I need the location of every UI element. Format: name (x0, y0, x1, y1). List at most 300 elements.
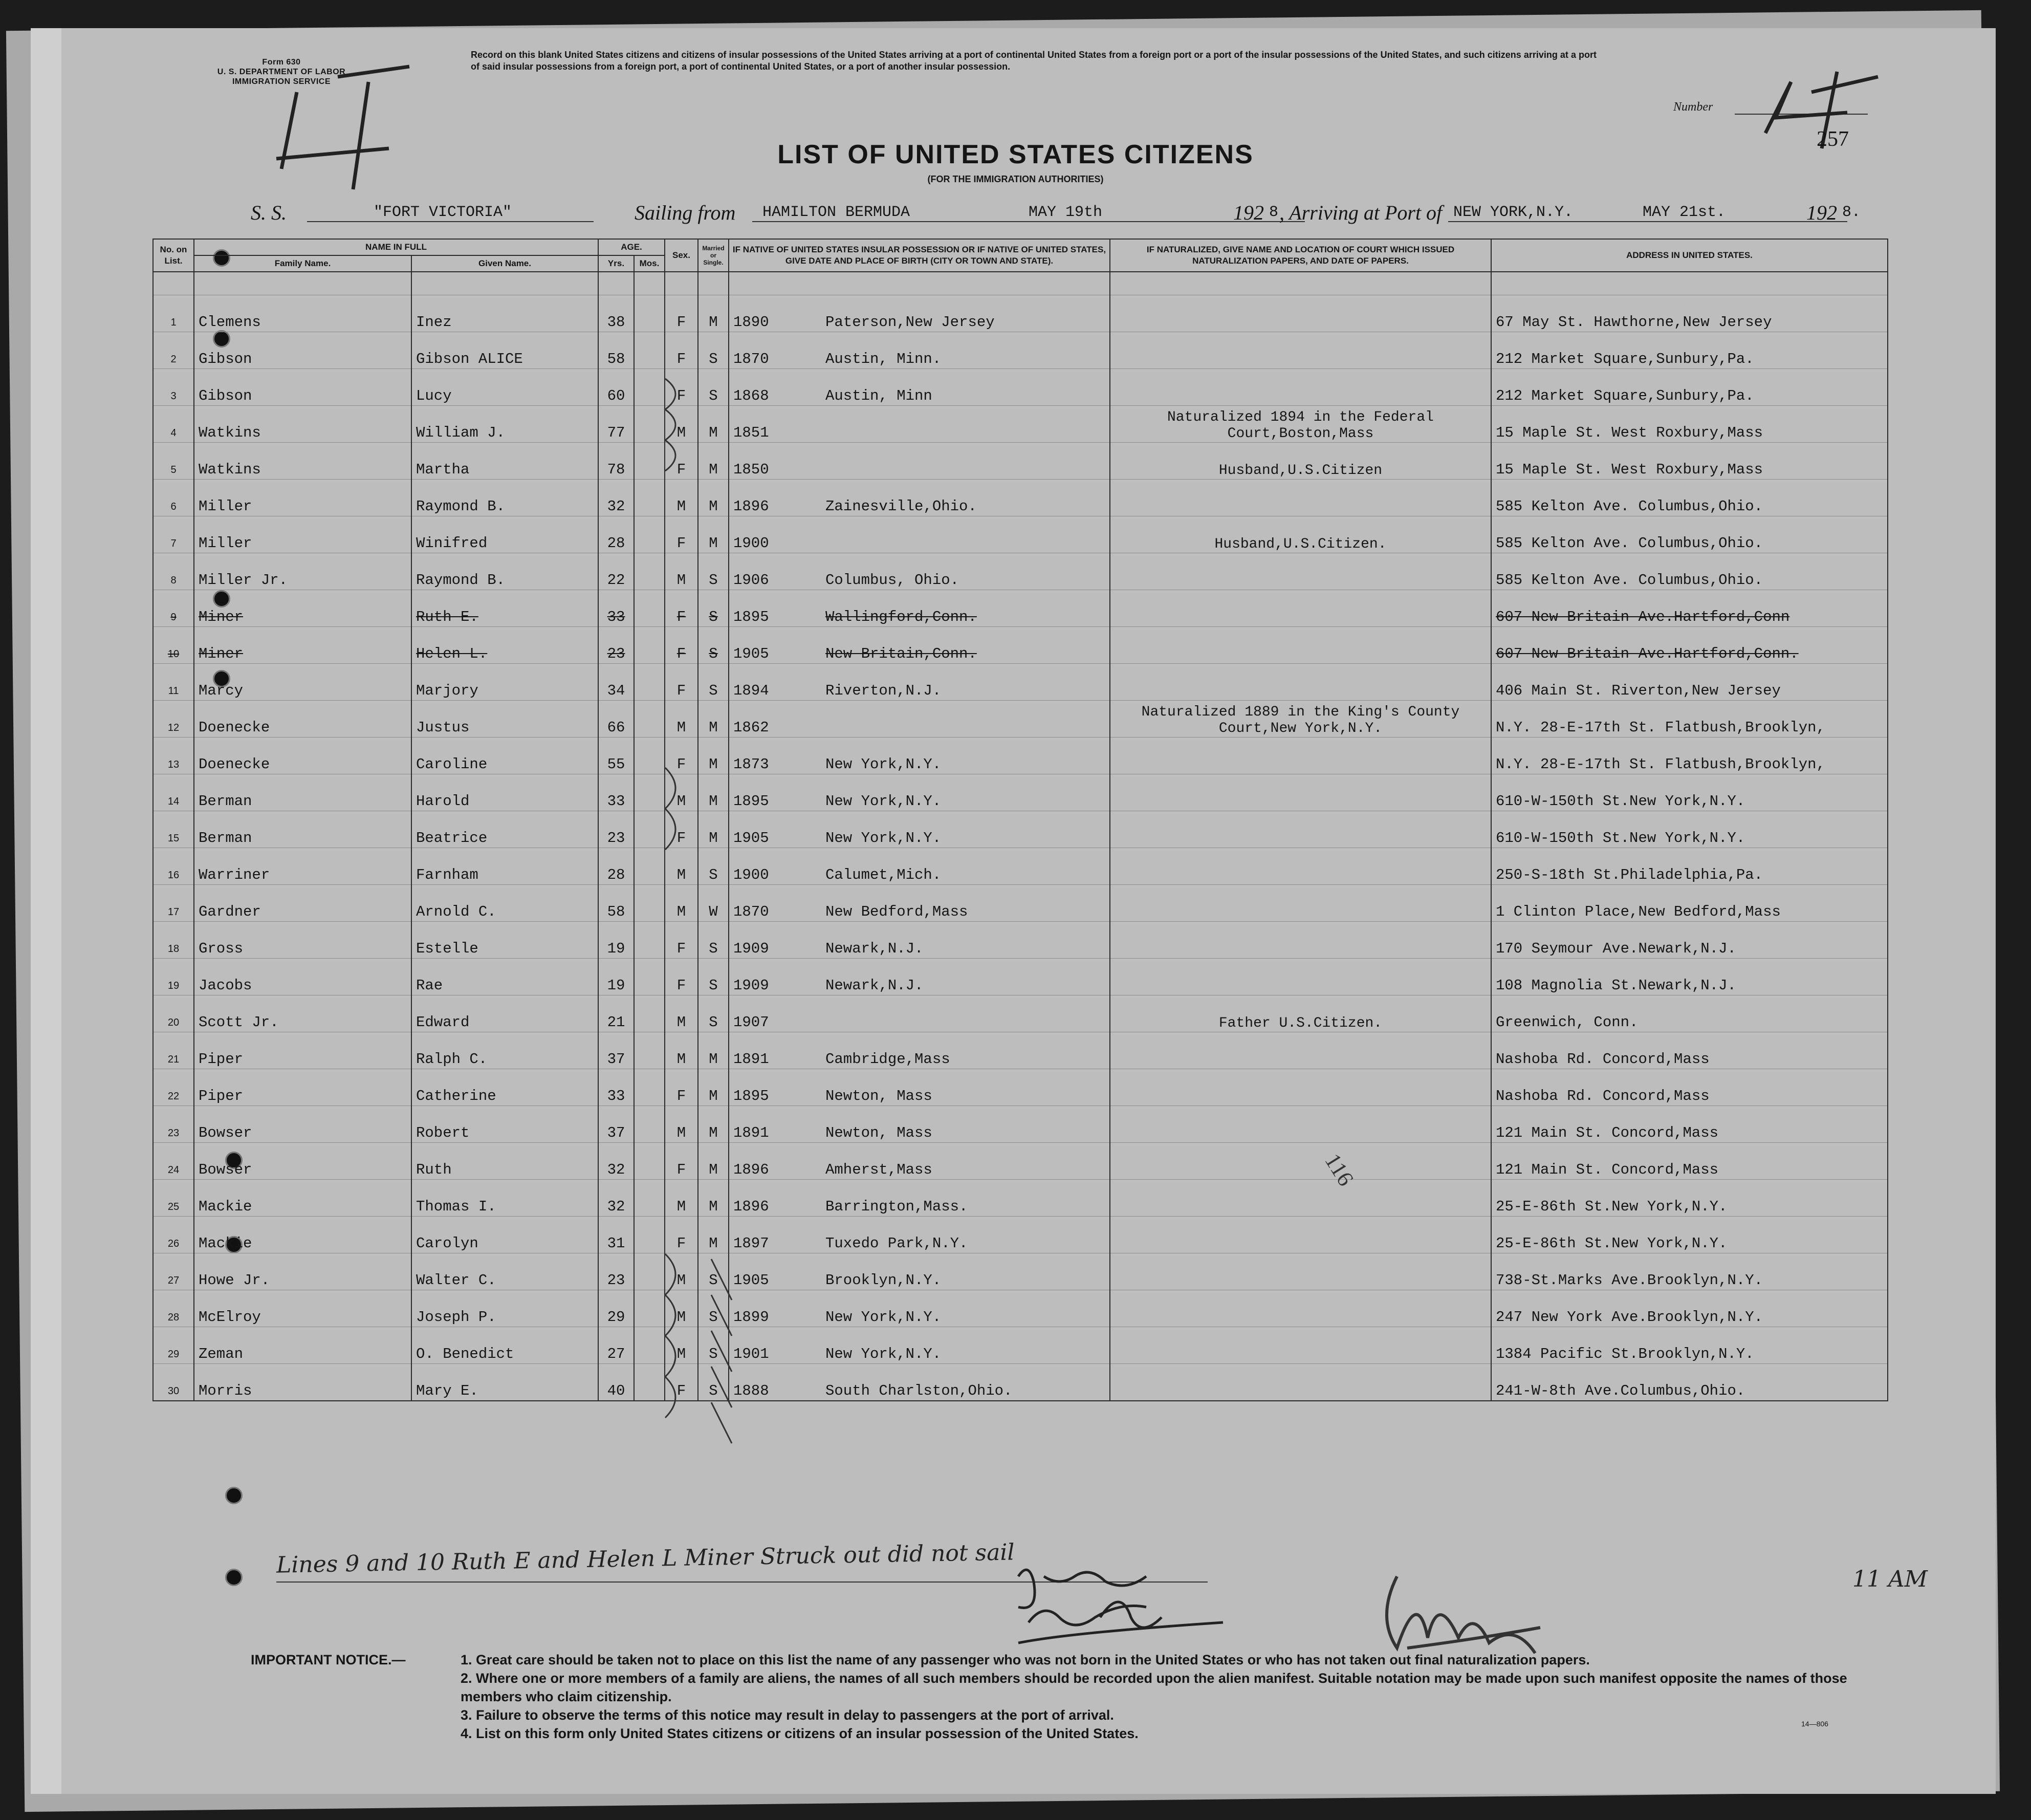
sex-cell: M (665, 885, 698, 922)
age-years-cell: 32 (598, 1143, 634, 1180)
naturalization-cell (1110, 922, 1491, 959)
age-years-cell: 19 (598, 922, 634, 959)
birth-cell (729, 701, 1110, 738)
sex-cell: M (665, 553, 698, 590)
naturalization-cell (1110, 295, 1491, 332)
birth-year: 1890 (733, 314, 769, 331)
family-name-cell: Bowser (194, 1143, 411, 1180)
stamp-number: 116 (1320, 1149, 1359, 1190)
row-number: 1 (153, 295, 194, 332)
birth-cell (729, 774, 1110, 811)
birth-place: New York,N.Y. (825, 830, 942, 847)
sex-cell: F (665, 443, 698, 480)
birth-cell (729, 480, 1110, 516)
birth-cell (729, 995, 1110, 1032)
naturalization-cell: Husband,U.S.Citizen (1110, 443, 1491, 480)
address-cell: 15 Maple St. West Roxbury,Mass (1491, 406, 1888, 443)
marital-status-cell: M (698, 1180, 729, 1217)
family-name-cell: Doenecke (194, 701, 411, 738)
birth-year: 1900 (733, 535, 769, 552)
family-name-cell: Miller (194, 516, 411, 553)
naturalization-cell (1110, 1253, 1491, 1290)
marital-status-cell: M (698, 443, 729, 480)
table-row (153, 811, 1888, 848)
sex-cell: M (665, 701, 698, 738)
punch-hole (225, 1569, 243, 1586)
handwritten-note: Lines 9 and 10 Ruth E and Helen L Miner Struck out did not sail (276, 1539, 1015, 1578)
table-row (153, 885, 1888, 922)
table-row (153, 738, 1888, 774)
row-number: 27 (153, 1253, 194, 1290)
col-header-naturalized: IF NATURALIZED, GIVE NAME AND LOCATION OF COURT WHICH ISSUED NATURALIZATION PAPERS, AND DATE OF PAPERS. (1110, 239, 1491, 272)
sex-cell: M (665, 406, 698, 443)
birth-year: 1891 (733, 1124, 769, 1141)
passenger-table-wrap (152, 239, 1887, 1401)
row-number: 4 (153, 406, 194, 443)
birth-year: 1851 (733, 424, 769, 441)
sex-cell: F (665, 295, 698, 332)
birth-year: 1900 (733, 866, 769, 883)
family-name-cell: Marcy (194, 664, 411, 701)
table-row (153, 590, 1888, 627)
naturalization-cell: Husband,U.S.Citizen. (1110, 516, 1491, 553)
naturalization-cell (1110, 1069, 1491, 1106)
naturalization-cell (1110, 811, 1491, 848)
birth-year: 1909 (733, 977, 769, 994)
address-cell: 1 Clinton Place,New Bedford,Mass (1491, 885, 1888, 922)
address-cell: 15 Maple St. West Roxbury,Mass (1491, 443, 1888, 480)
sex-cell: F (665, 332, 698, 369)
table-row (153, 443, 1888, 480)
row-number: 8 (153, 553, 194, 590)
inspector-signatures (998, 1556, 1550, 1658)
sex-cell: M (665, 774, 698, 811)
given-name-cell: William J. (411, 406, 598, 443)
address-cell: 121 Main St. Concord,Mass (1491, 1106, 1888, 1143)
table-row (153, 959, 1888, 995)
row-number: 7 (153, 516, 194, 553)
birth-year: 1901 (733, 1346, 769, 1362)
age-years-cell: 66 (598, 701, 634, 738)
row-number: 28 (153, 1290, 194, 1327)
row-number: 20 (153, 995, 194, 1032)
sex-cell: M (665, 1253, 698, 1290)
birth-cell (729, 848, 1110, 885)
naturalization-cell (1110, 774, 1491, 811)
sailing-date: MAY 19th (1029, 204, 1103, 221)
row-number: 26 (153, 1217, 194, 1253)
given-name-cell: Harold (411, 774, 598, 811)
row-number: 11 (153, 664, 194, 701)
table-row (153, 848, 1888, 885)
notice-item: 2. Where one or more members of a family are aliens, the names of all such members should be recorded upon the alien manifest. Suitable notation may be made upon such manifest opposite the names of those members who claim citizenship. (461, 1671, 1847, 1704)
birth-year: 1895 (733, 609, 769, 625)
family-name-cell: Scott Jr. (194, 995, 411, 1032)
notice-item: 4. List on this form only United States citizens or citizens of an insular possession of the United States. (461, 1726, 1139, 1741)
table-row (153, 664, 1888, 701)
table-row (153, 553, 1888, 590)
age-years-cell: 78 (598, 443, 634, 480)
birth-cell (729, 295, 1110, 332)
marital-status-cell: M (698, 1217, 729, 1253)
birth-cell (729, 1290, 1110, 1327)
age-years-cell: 33 (598, 1069, 634, 1106)
family-name-cell: Piper (194, 1032, 411, 1069)
sailing-from-label: Sailing from (635, 201, 736, 224)
age-years-cell: 33 (598, 774, 634, 811)
birth-year: 1896 (733, 1198, 769, 1215)
arriving-label: , Arriving at Port of (1279, 201, 1443, 224)
birth-cell (729, 1364, 1110, 1401)
birth-year: 1873 (733, 756, 769, 773)
birth-year: 1862 (733, 719, 769, 736)
address-cell: 585 Kelton Ave. Columbus,Ohio. (1491, 553, 1888, 590)
table-row (153, 701, 1888, 738)
sailing-year-prefix: 192 (1233, 201, 1264, 224)
table-row (153, 332, 1888, 369)
birth-cell (729, 1253, 1110, 1290)
row-number: 2 (153, 332, 194, 369)
corner-time-mark: 11 AM (1852, 1566, 1928, 1592)
family-name-cell: Piper (194, 1069, 411, 1106)
address-cell: 610-W-150th St.New York,N.Y. (1491, 811, 1888, 848)
arriving-line (1448, 221, 1847, 222)
sailing-year-suffix: 8 (1269, 204, 1279, 221)
birth-place: Newton, Mass (825, 1124, 932, 1141)
marital-status-cell: M (698, 406, 729, 443)
notice-heading: IMPORTANT NOTICE.— (251, 1652, 406, 1667)
birth-cell (729, 1180, 1110, 1217)
sex-cell: F (665, 590, 698, 627)
birth-cell (729, 1069, 1110, 1106)
birth-cell (729, 369, 1110, 406)
marital-status-cell: S (698, 369, 729, 406)
table-row (153, 922, 1888, 959)
row-number: 14 (153, 774, 194, 811)
row-number: 21 (153, 1032, 194, 1069)
address-cell: 585 Kelton Ave. Columbus,Ohio. (1491, 516, 1888, 553)
birth-year: 1909 (733, 940, 769, 957)
given-name-cell: Ralph C. (411, 1032, 598, 1069)
row-number: 29 (153, 1327, 194, 1364)
family-name-cell: Watkins (194, 406, 411, 443)
row-number: 22 (153, 1069, 194, 1106)
address-cell: 121 Main St. Concord,Mass (1491, 1143, 1888, 1180)
table-row (153, 480, 1888, 516)
given-name-cell: Martha (411, 443, 598, 480)
marital-status-cell: M (698, 295, 729, 332)
sex-cell: F (665, 516, 698, 553)
birth-place: Barrington,Mass. (825, 1198, 968, 1215)
marital-status-cell: S (698, 922, 729, 959)
marital-status-cell: S (698, 627, 729, 664)
family-name-cell: Morris (194, 1364, 411, 1401)
naturalization-cell (1110, 959, 1491, 995)
age-years-cell: 60 (598, 369, 634, 406)
form-code: 14—806 (1801, 1720, 1828, 1728)
table-row (153, 1106, 1888, 1143)
family-name-cell: Berman (194, 811, 411, 848)
birth-year: 1905 (733, 830, 769, 847)
sex-cell: F (665, 922, 698, 959)
age-years-cell: 31 (598, 1217, 634, 1253)
birth-cell (729, 406, 1110, 443)
marital-status-cell: S (698, 1327, 729, 1364)
row-number: 5 (153, 443, 194, 480)
notice-item: 1. Great care should be taken not to place on this list the name of any passenger who was not born in the United States or who has not taken out final naturalization papers. (461, 1652, 1590, 1667)
given-name-cell: O. Benedict (411, 1327, 598, 1364)
naturalization-cell (1110, 1364, 1491, 1401)
birth-place: New York,N.Y. (825, 1346, 942, 1362)
birth-year: 1906 (733, 572, 769, 589)
family-name-cell: Mackie (194, 1217, 411, 1253)
birth-cell (729, 959, 1110, 995)
birth-place: New York,N.Y. (825, 1309, 942, 1326)
birth-year: 1868 (733, 387, 769, 404)
family-name-cell: Gross (194, 922, 411, 959)
family-name-cell: Zeman (194, 1327, 411, 1364)
table-row (153, 1364, 1888, 1401)
sex-cell: M (665, 848, 698, 885)
marital-status-cell: S (698, 553, 729, 590)
age-years-cell: 37 (598, 1106, 634, 1143)
family-name-cell: Berman (194, 774, 411, 811)
given-name-cell: Thomas I. (411, 1180, 598, 1217)
table-row (153, 627, 1888, 664)
table-row (153, 1069, 1888, 1106)
given-name-cell: Walter C. (411, 1253, 598, 1290)
birth-year: 1907 (733, 1014, 769, 1031)
naturalization-cell (1110, 627, 1491, 664)
sex-cell: F (665, 811, 698, 848)
naturalization-cell (1110, 1290, 1491, 1327)
sex-cell: F (665, 1217, 698, 1253)
birth-place: Tuxedo Park,N.Y. (825, 1235, 968, 1252)
ship-line (307, 221, 594, 222)
birth-year: 1894 (733, 682, 769, 699)
marital-status-cell: S (698, 1364, 729, 1401)
address-cell: Greenwich, Conn. (1491, 995, 1888, 1032)
age-years-cell: 40 (598, 1364, 634, 1401)
address-cell: 25-E-86th St.New York,N.Y. (1491, 1217, 1888, 1253)
row-number: 30 (153, 1364, 194, 1401)
birth-place: Newark,N.J. (825, 977, 924, 994)
marital-status-cell: S (698, 590, 729, 627)
given-name-cell: Robert (411, 1106, 598, 1143)
family-name-cell: Miner (194, 590, 411, 627)
naturalization-cell: Naturalized 1889 in the King's County Court,New York,N.Y. (1110, 701, 1491, 738)
col-header-family-name: Family Name. (194, 255, 411, 272)
age-years-cell: 28 (598, 516, 634, 553)
family-name-cell: Watkins (194, 443, 411, 480)
address-cell: 607 New Britain Ave.Hartford,Conn (1491, 590, 1888, 627)
table-row (153, 295, 1888, 332)
address-cell: 585 Kelton Ave. Columbus,Ohio. (1491, 480, 1888, 516)
address-cell: 170 Seymour Ave.Newark,N.J. (1491, 922, 1888, 959)
given-name-cell: Catherine (411, 1069, 598, 1106)
notice-item: 3. Failure to observe the terms of this notice may result in delay to passengers at the port of arrival. (461, 1707, 1114, 1723)
birth-place: Austin, Minn (825, 387, 932, 404)
birth-place: Zainesville,Ohio. (825, 498, 977, 515)
naturalization-cell (1110, 1032, 1491, 1069)
birth-place: Paterson,New Jersey (825, 314, 995, 331)
given-name-cell: Ruth (411, 1143, 598, 1180)
row-number: 3 (153, 369, 194, 406)
row-number: 25 (153, 1180, 194, 1217)
birth-cell (729, 664, 1110, 701)
given-name-cell: Helen L. (411, 627, 598, 664)
col-header-name-in-full: NAME IN FULL (194, 239, 598, 255)
age-years-cell: 34 (598, 664, 634, 701)
address-cell: 607 New Britain Ave.Hartford,Conn. (1491, 627, 1888, 664)
marital-status-cell: S (698, 995, 729, 1032)
given-name-cell: Gibson ALICE (411, 332, 598, 369)
birth-year: 1895 (733, 1088, 769, 1104)
table-row (153, 1290, 1888, 1327)
given-name-cell: Raymond B. (411, 553, 598, 590)
family-name-cell: McElroy (194, 1290, 411, 1327)
given-name-cell: Caroline (411, 738, 598, 774)
marital-status-cell: S (698, 1290, 729, 1327)
birth-cell (729, 332, 1110, 369)
arriving-year-prefix: 192 (1806, 201, 1837, 224)
row-number: 12 (153, 701, 194, 738)
sex-cell: M (665, 480, 698, 516)
age-years-cell: 37 (598, 1032, 634, 1069)
family-name-cell: Gardner (194, 885, 411, 922)
address-cell: N.Y. 28-E-17th St. Flatbush,Brooklyn, (1491, 701, 1888, 738)
col-header-address: ADDRESS IN UNITED STATES. (1491, 239, 1888, 272)
row-number: 10 (153, 627, 194, 664)
sex-cell: F (665, 664, 698, 701)
birth-place: Calumet,Mich. (825, 866, 942, 883)
ship-name: "FORT VICTORIA" (374, 204, 512, 221)
birth-place: Austin, Minn. (825, 351, 942, 367)
birth-year: 1870 (733, 351, 769, 367)
address-cell: 610-W-150th St.New York,N.Y. (1491, 774, 1888, 811)
age-years-cell: 33 (598, 590, 634, 627)
address-cell: 241-W-8th Ave.Columbus,Ohio. (1491, 1364, 1888, 1401)
marital-status-cell: S (698, 1253, 729, 1290)
age-years-cell: 58 (598, 332, 634, 369)
notice-list (461, 1651, 1888, 1743)
col-header-yrs: Yrs. (598, 255, 634, 272)
age-years-cell: 32 (598, 480, 634, 516)
table-row (153, 516, 1888, 553)
age-years-cell: 23 (598, 811, 634, 848)
birth-place: Cambridge,Mass (825, 1051, 950, 1068)
address-cell: 1384 Pacific St.Brooklyn,N.Y. (1491, 1327, 1888, 1364)
address-cell: 738-St.Marks Ave.Brooklyn,N.Y. (1491, 1253, 1888, 1290)
birth-place: New Britain,Conn. (825, 645, 977, 662)
age-years-cell: 23 (598, 1253, 634, 1290)
table-row (153, 406, 1888, 443)
marital-status-cell: M (698, 1106, 729, 1143)
given-name-cell: Inez (411, 295, 598, 332)
arriving-port: NEW YORK,N.Y. (1453, 204, 1574, 221)
naturalization-cell (1110, 738, 1491, 774)
given-name-cell: Carolyn (411, 1217, 598, 1253)
address-cell: 212 Market Square,Sunbury,Pa. (1491, 369, 1888, 406)
sex-cell: M (665, 995, 698, 1032)
row-number: 23 (153, 1106, 194, 1143)
address-cell: N.Y. 28-E-17th St. Flatbush,Brooklyn, (1491, 738, 1888, 774)
given-name-cell: Mary E. (411, 1364, 598, 1401)
age-years-cell: 21 (598, 995, 634, 1032)
table-row (153, 774, 1888, 811)
sex-cell: F (665, 959, 698, 995)
marital-status-cell: W (698, 885, 729, 922)
naturalization-cell (1110, 1180, 1491, 1217)
given-name-cell: Rae (411, 959, 598, 995)
sex-cell: F (665, 369, 698, 406)
family-name-cell: Bowser (194, 1106, 411, 1143)
family-name-cell: Clemens (194, 295, 411, 332)
marital-status-cell: M (698, 516, 729, 553)
sex-cell: F (665, 1069, 698, 1106)
family-name-cell: Miller (194, 480, 411, 516)
arriving-date: MAY 21st. (1643, 204, 1726, 221)
age-years-cell: 38 (598, 295, 634, 332)
row-number: 19 (153, 959, 194, 995)
birth-place: Columbus, Ohio. (825, 572, 959, 589)
naturalization-cell (1110, 590, 1491, 627)
naturalization-cell (1110, 1217, 1491, 1253)
family-name-cell: Mackie (194, 1180, 411, 1217)
page-subtitle: (FOR THE IMMIGRATION AUTHORITIES) (927, 174, 1104, 184)
birth-cell (729, 516, 1110, 553)
sex-cell: F (665, 1364, 698, 1401)
naturalization-cell: Father U.S.Citizen. (1110, 995, 1491, 1032)
naturalization-cell (1110, 369, 1491, 406)
age-months-cell (634, 295, 665, 332)
address-cell: 250-S-18th St.Philadelphia,Pa. (1491, 848, 1888, 885)
given-name-cell: Beatrice (411, 811, 598, 848)
age-years-cell: 77 (598, 406, 634, 443)
birth-year: 1870 (733, 903, 769, 920)
marital-status-cell: M (698, 1069, 729, 1106)
given-name-cell: Lucy (411, 369, 598, 406)
table-row (153, 1143, 1888, 1180)
marital-status-cell: S (698, 959, 729, 995)
col-header-no: No. on List. (153, 239, 194, 272)
row-number: 24 (153, 1143, 194, 1180)
birth-year: 1905 (733, 1272, 769, 1289)
sex-cell: M (665, 1180, 698, 1217)
sailing-line (251, 197, 1888, 227)
given-name-cell: Winifred (411, 516, 598, 553)
sex-cell: M (665, 1327, 698, 1364)
birth-cell (729, 553, 1110, 590)
birth-year: 1895 (733, 793, 769, 810)
birth-year: 1905 (733, 645, 769, 662)
naturalization-cell (1110, 1106, 1491, 1143)
marital-status-cell: M (698, 738, 729, 774)
birth-place: Riverton,N.J. (825, 682, 942, 699)
sailing-from-line (752, 221, 1305, 222)
address-cell: 406 Main St. Riverton,New Jersey (1491, 664, 1888, 701)
age-years-cell: 22 (598, 553, 634, 590)
naturalization-cell (1110, 1327, 1491, 1364)
address-cell: Nashoba Rd. Concord,Mass (1491, 1032, 1888, 1069)
birth-cell (729, 1032, 1110, 1069)
col-header-mos: Mos. (634, 255, 665, 272)
arriving-year-suffix: 8. (1842, 204, 1861, 221)
birth-place: Wallingford,Conn. (825, 609, 977, 625)
given-name-cell: Estelle (411, 922, 598, 959)
naturalization-cell (1110, 885, 1491, 922)
family-name-cell: Doenecke (194, 738, 411, 774)
